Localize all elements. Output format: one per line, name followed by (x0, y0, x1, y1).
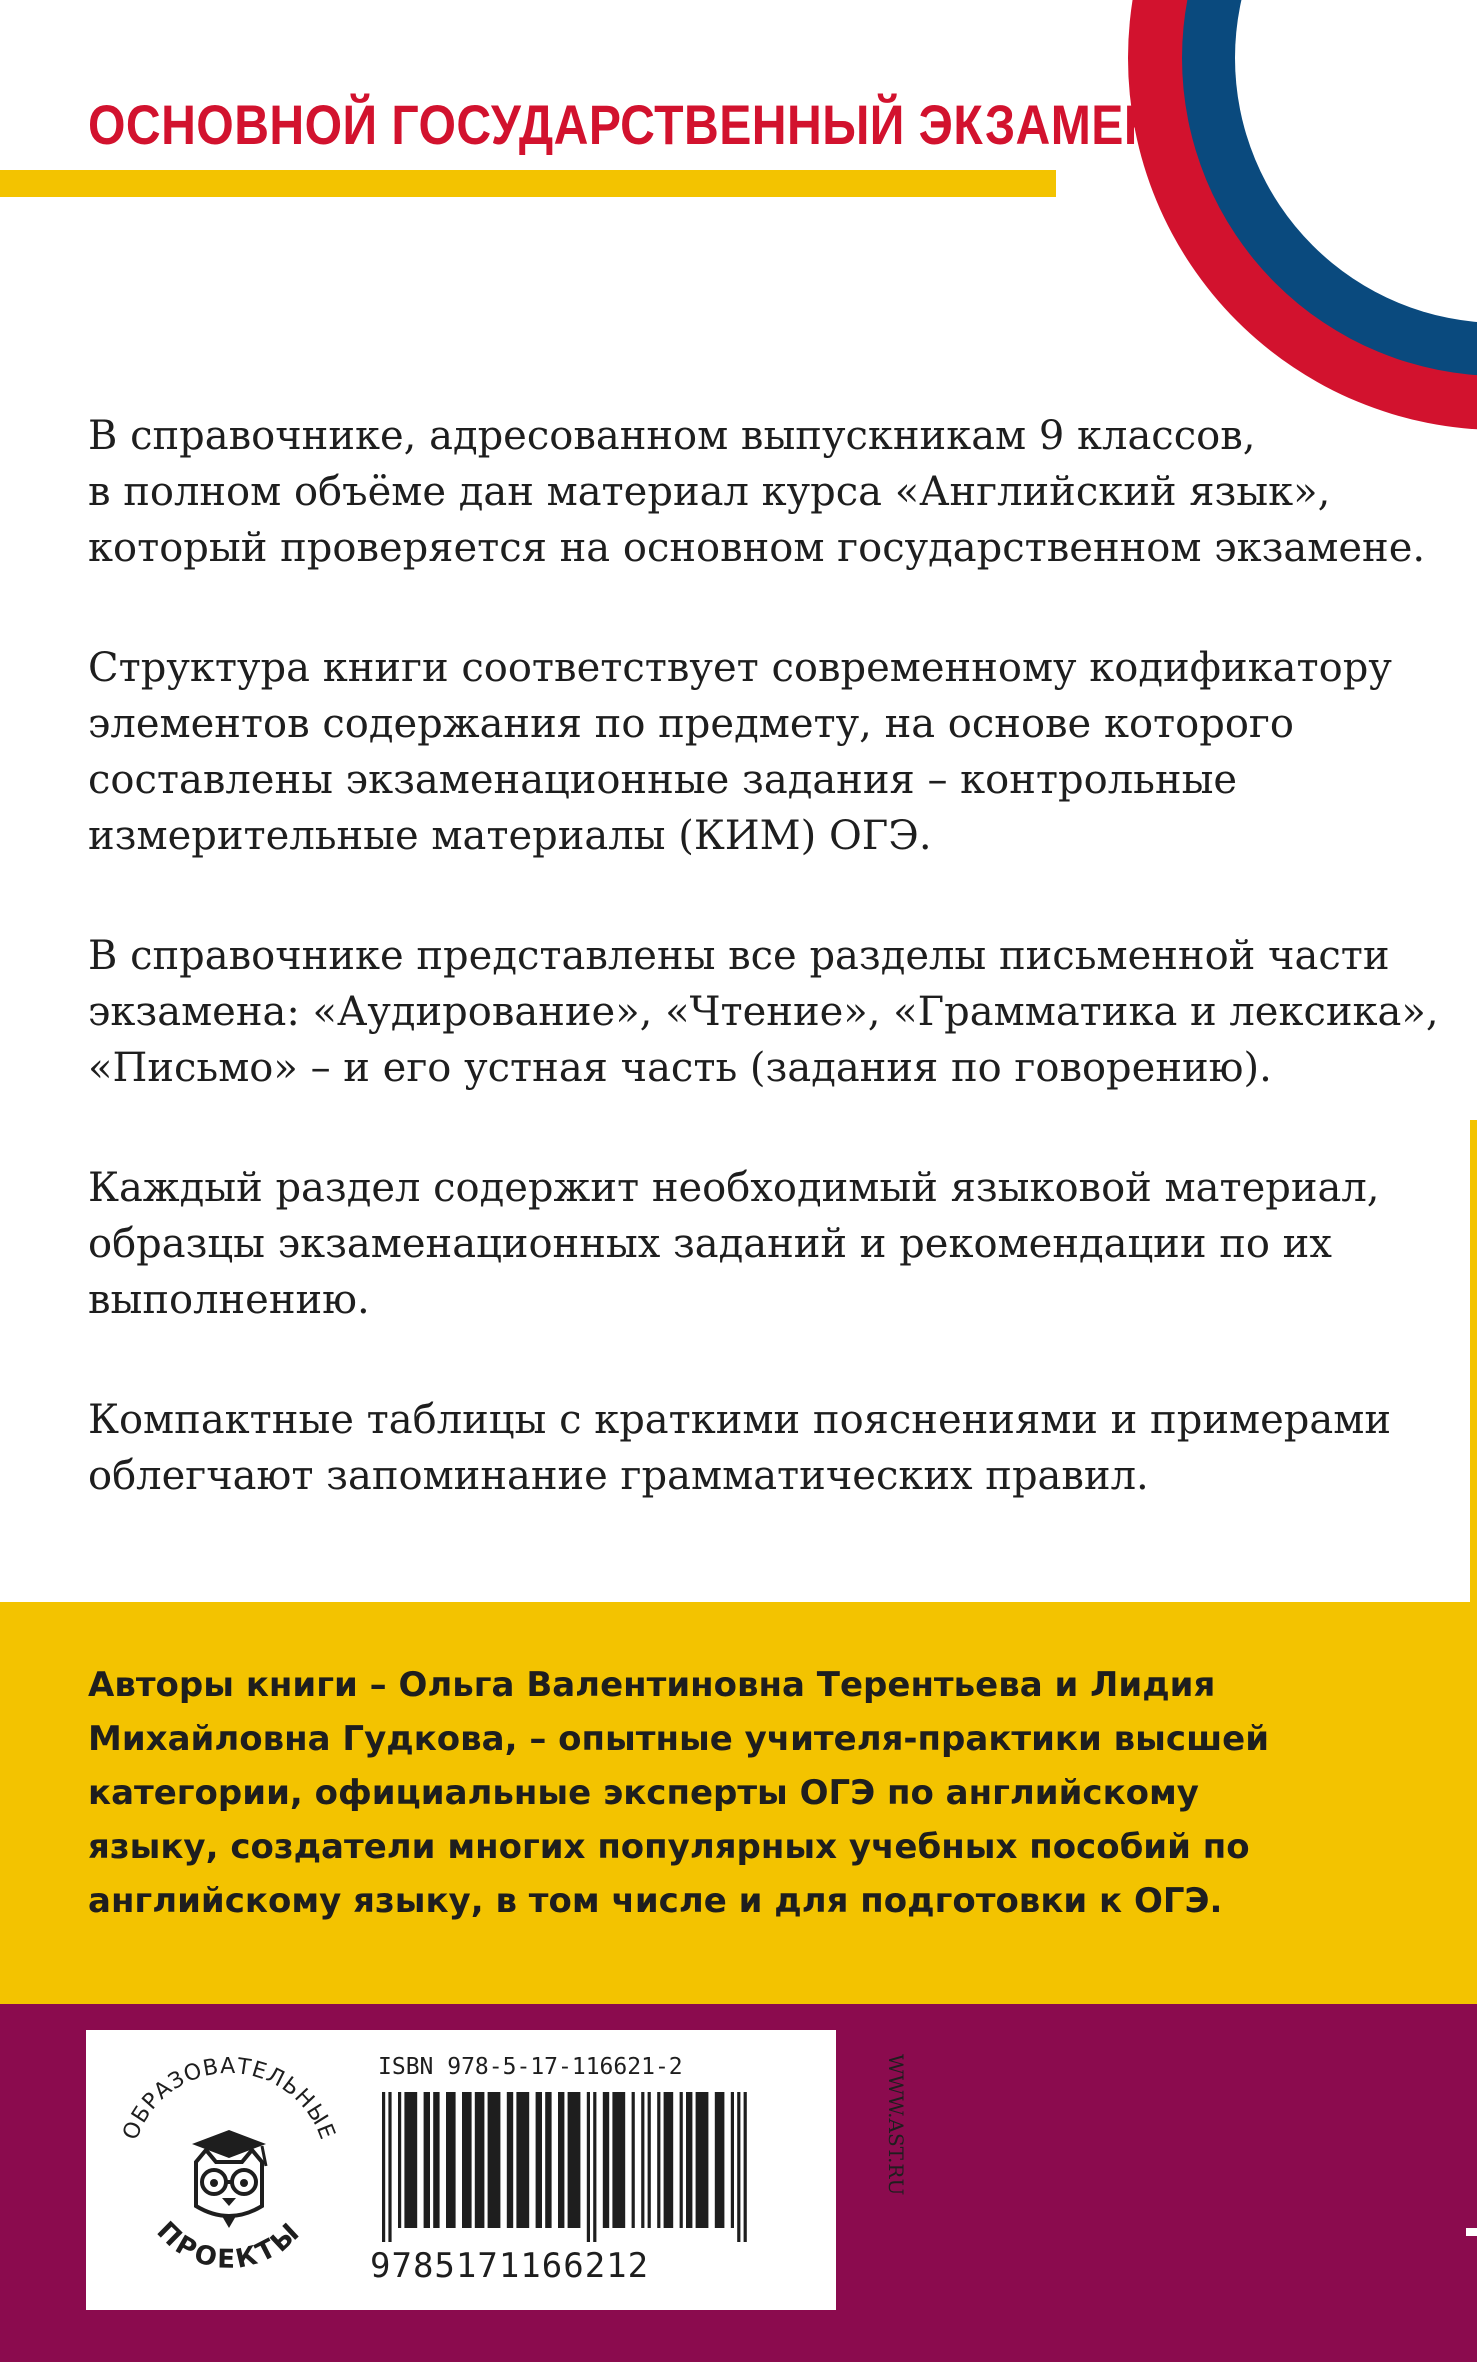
barcode-bar (657, 2092, 660, 2228)
barcode-bar (641, 2092, 644, 2228)
barcode-bar (603, 2092, 609, 2228)
barcode-bar (398, 2092, 401, 2228)
barcode-bar (731, 2092, 734, 2228)
text-line: экзамена: «Аудирование», «Чтение», «Грамматика и лексика», (88, 989, 1439, 1035)
barcode-bar (462, 2092, 472, 2228)
text-line: В справочнике представлены все разделы письменной части (88, 933, 1390, 979)
barcode-bar (404, 2092, 417, 2228)
paragraph-4 (88, 1160, 1428, 1328)
barcode-bar (632, 2092, 635, 2228)
website-url: WWW.AST.RU (884, 2054, 908, 2196)
logo-text-bottom-path: ПРОЕКТЫ (150, 2215, 308, 2275)
barcode-bar (715, 2092, 725, 2228)
text-line: Компактные таблицы с краткими пояснениями и примерами (88, 1397, 1391, 1443)
text-line: Структура книги соответствует современному кодификатору (88, 645, 1392, 691)
barcode-bar (446, 2092, 456, 2228)
isbn-text: ISBN 978-5-17-116621-2 (378, 2054, 683, 2080)
text-line: Авторы книги – Ольга Валентиновна Терентьева и Лидия (88, 1665, 1216, 1705)
barcode-bar (664, 2092, 674, 2228)
authors-text (88, 1658, 1428, 1928)
barcode-bar (545, 2092, 551, 2228)
barcode-bar (648, 2092, 651, 2228)
paragraph-5 (88, 1392, 1428, 1504)
text-line: облегчают запоминание грамматических правил. (88, 1453, 1149, 1499)
barcode-bar (488, 2092, 501, 2228)
text-line: категории, официальные эксперты ОГЭ по английскому (88, 1773, 1199, 1813)
barcode-guard-bar (388, 2092, 391, 2242)
barcode-number: 9785171166212 (370, 2246, 650, 2286)
barcode-panel (86, 2030, 908, 2310)
paragraph-2 (88, 640, 1428, 864)
text-line: в полном объёме дан материал курса «Английский язык», (88, 469, 1331, 515)
logo-text-top-path: ОБРАЗОВАТЕЛЬНЫЕ (118, 2053, 340, 2144)
barcode-guard-bar (737, 2092, 740, 2242)
barcode-bar (475, 2092, 485, 2228)
text-line: Каждый раздел содержит необходимый языковой материал, (88, 1165, 1380, 1211)
text-line: образцы экзаменационных заданий и рекомендации по их (88, 1221, 1332, 1267)
text-line: измерительные материалы (КИМ) ОГЭ. (88, 813, 932, 859)
barcode-bar (424, 2092, 430, 2228)
owl-graduate-icon (192, 2130, 266, 2228)
barcode (376, 2092, 846, 2242)
text-line: выполнению. (88, 1277, 370, 1323)
barcode-bar (558, 2092, 564, 2228)
text-line: который проверяется на основном государственном экзамене. (88, 525, 1426, 571)
barcode-guard-bar (744, 2092, 747, 2242)
trim-mark (1466, 2228, 1477, 2236)
barcode-bar (680, 2092, 683, 2228)
barcode-bar (696, 2092, 709, 2228)
barcode-bar (433, 2092, 439, 2228)
text-line: элементов содержания по предмету, на основе которого (88, 701, 1294, 747)
paragraph-1 (88, 408, 1428, 576)
header-underline (0, 170, 1056, 197)
barcode-guard-bar (587, 2092, 590, 2242)
text-line: составлены экзаменационные задания – контрольные (88, 757, 1238, 803)
text-line: английскому языку, в том числе и для подготовки к ОГЭ. (88, 1881, 1223, 1921)
barcode-bar (568, 2092, 581, 2228)
barcode-bar (507, 2092, 513, 2228)
barcode-bar (536, 2092, 542, 2228)
text-line: Михайловна Гудкова, – опытные учителя-практики высшей (88, 1719, 1270, 1759)
publisher-logo (94, 2038, 364, 2302)
series-title: ОСНОВНОЙ ГОСУДАРСТВЕННЫЙ ЭКЗАМЕН (88, 93, 1160, 156)
barcode-guard-bar (382, 2092, 385, 2242)
barcode-bar (612, 2092, 625, 2228)
barcode-bar (686, 2092, 692, 2228)
text-line: В справочнике, адресованном выпускникам 9 классов, (88, 413, 1256, 459)
barcode-guard-bar (593, 2092, 596, 2242)
text-line: «Письмо» – и его устная часть (задания по говорению). (88, 1045, 1272, 1091)
tricolor-arcs (0, 0, 1477, 460)
authors-band (0, 1602, 1477, 2004)
paragraph-3 (88, 928, 1439, 1096)
barcode-bar (516, 2092, 529, 2228)
edge-stripe (1470, 1120, 1477, 1680)
description (88, 408, 1439, 1568)
text-line: языку, создатели многих популярных учебных пособий по (88, 1827, 1250, 1867)
